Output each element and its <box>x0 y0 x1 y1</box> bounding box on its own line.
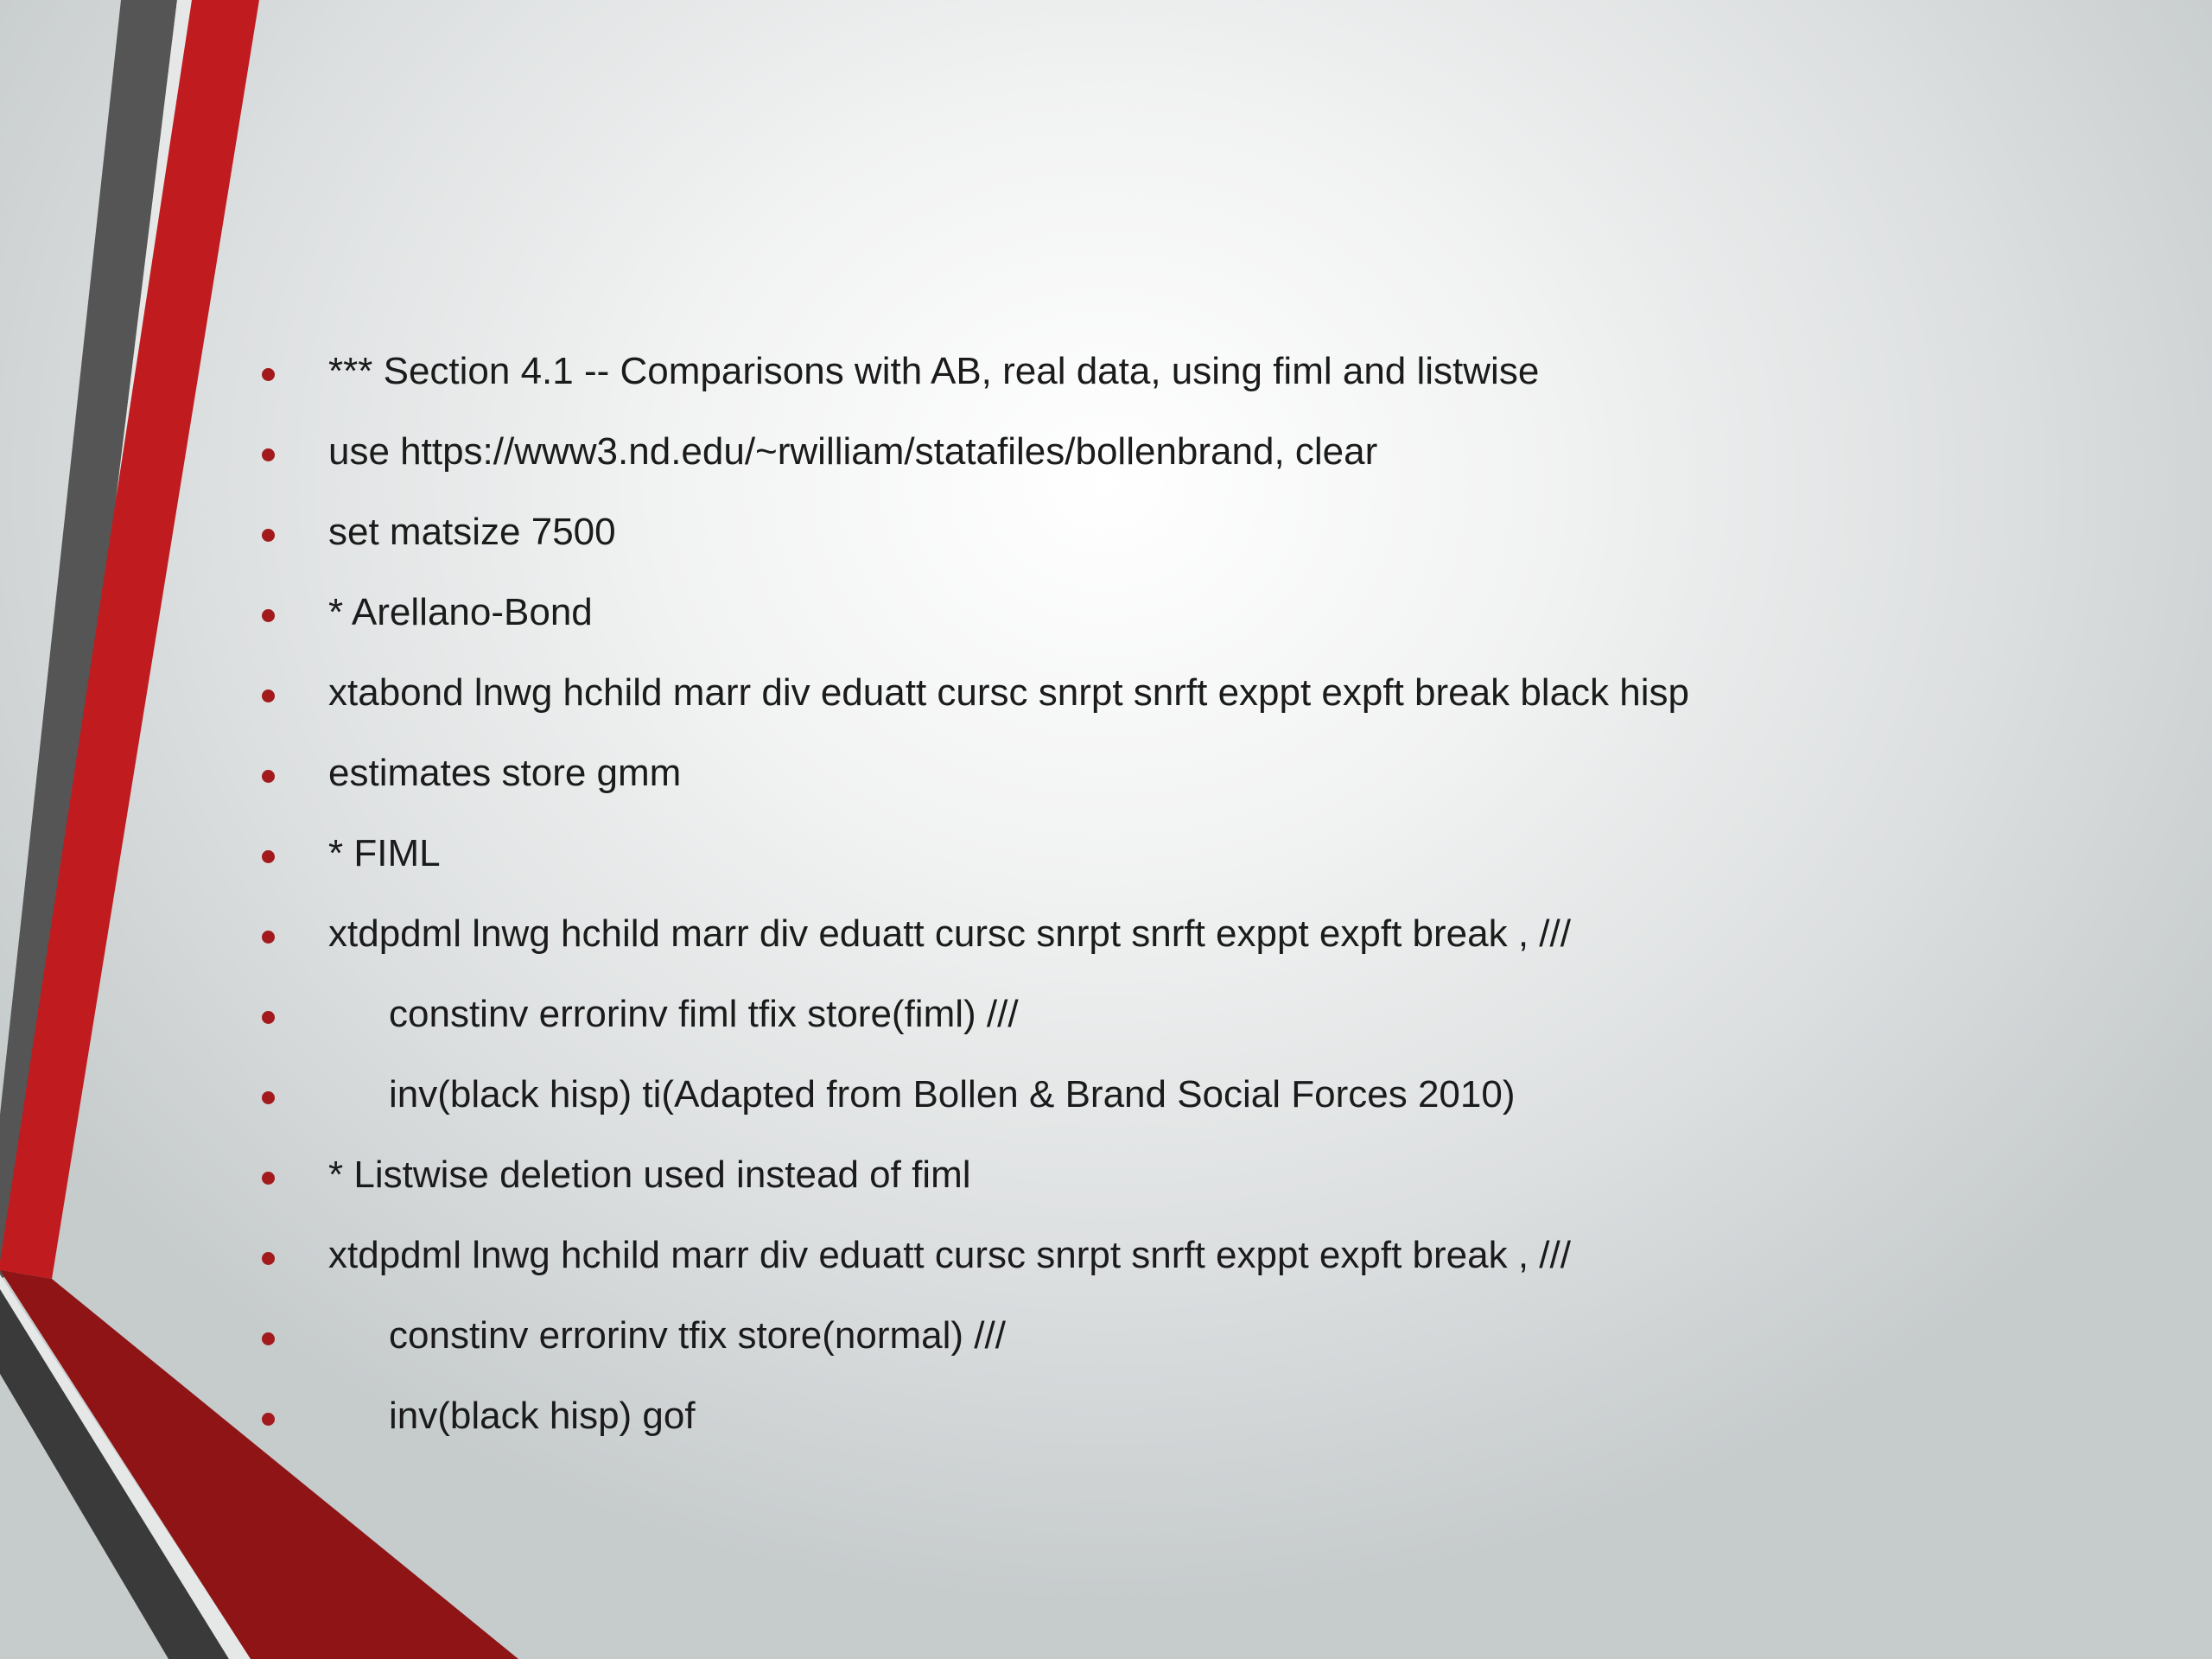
bullet-text: constinv errorinv tfix store(normal) /// <box>389 1314 1006 1357</box>
bullet-dot <box>262 1011 275 1024</box>
bullet-dot <box>262 1091 275 1104</box>
bullet-text: xtdpdml lnwg hchild marr div eduatt cursc snrpt snrft exppt expft break , /// <box>328 1234 1571 1276</box>
bullet-text: set matsize 7500 <box>328 511 616 553</box>
bullet-text: * Listwise deletion used instead of fiml <box>328 1154 971 1196</box>
list-item <box>255 984 2156 1065</box>
bullet-dot <box>262 850 275 863</box>
bullet-dot <box>262 609 275 622</box>
bullet-dot <box>262 931 275 944</box>
bullet-text: constinv errorinv fiml tfix store(fiml) /// <box>389 993 1019 1035</box>
list-item <box>255 1145 2156 1225</box>
bullet-text: inv(black hisp) ti(Adapted from Bollen & Brand Social Forces 2010) <box>389 1073 1516 1116</box>
list-item <box>255 582 2156 663</box>
bullet-text: xtdpdml lnwg hchild marr div eduatt cursc snrpt snrft exppt expft break , /// <box>328 912 1571 955</box>
bullet-list <box>255 341 2156 1466</box>
bullet-text: * FIML <box>328 832 441 874</box>
list-item <box>255 1306 2156 1386</box>
bullet-text: xtabond lnwg hchild marr div eduatt cursc snrpt snrft exppt expft break black hisp <box>328 671 1689 714</box>
bullet-text: use https://www3.nd.edu/~rwilliam/statafiles/bollenbrand, clear <box>328 430 1378 473</box>
list-item <box>255 341 2156 422</box>
bullet-dot <box>262 1413 275 1426</box>
bullet-dot <box>262 1252 275 1265</box>
list-item <box>255 663 2156 743</box>
bullet-text: inv(black hisp) gof <box>389 1395 696 1437</box>
bullet-dot <box>262 690 275 702</box>
list-item <box>255 422 2156 502</box>
bullet-text: *** Section 4.1 -- Comparisons with AB, real data, using fiml and listwise <box>328 350 1540 392</box>
bullet-text: * Arellano-Bond <box>328 591 593 633</box>
list-item <box>255 904 2156 984</box>
list-item <box>255 1386 2156 1466</box>
bullet-text: estimates store gmm <box>328 752 682 794</box>
bullet-dot <box>262 529 275 542</box>
list-item <box>255 502 2156 582</box>
bullet-dot <box>262 1172 275 1185</box>
list-item <box>255 823 2156 904</box>
bullet-dot <box>262 448 275 461</box>
list-item <box>255 1225 2156 1306</box>
bullet-dot <box>262 1332 275 1345</box>
list-item <box>255 1065 2156 1145</box>
list-item <box>255 743 2156 823</box>
bullet-dot <box>262 368 275 381</box>
bullet-dot <box>262 770 275 783</box>
